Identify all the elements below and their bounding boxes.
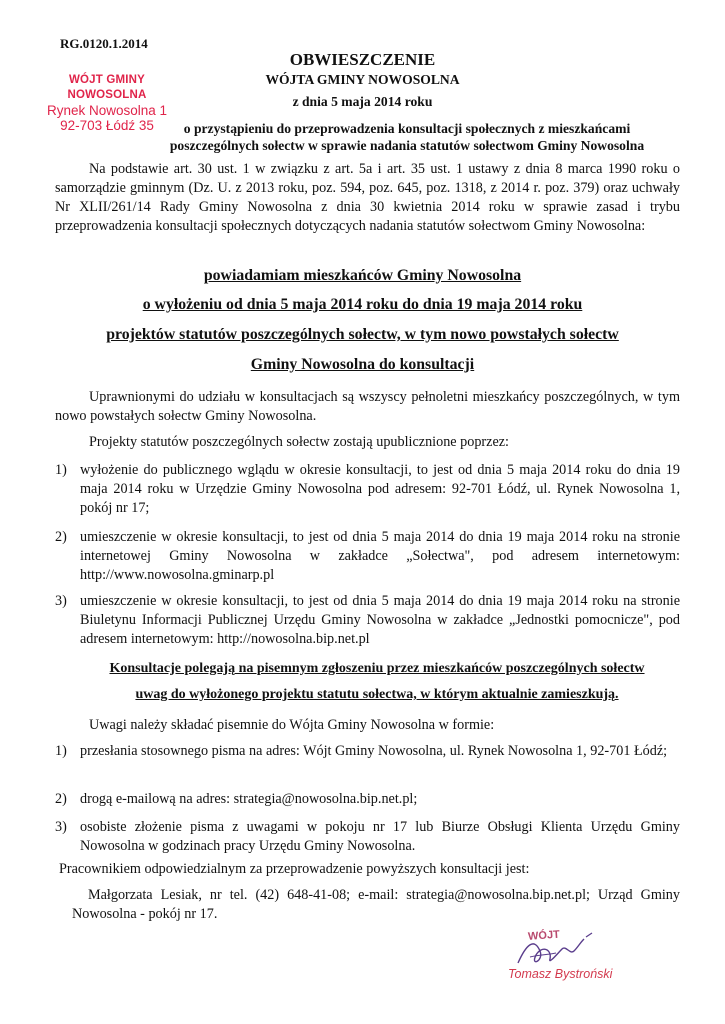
- document-title: OBWIESZCZENIE: [289, 50, 436, 69]
- document-reference-number: RG.0120.1.2014: [60, 36, 148, 51]
- publication-intro: Projekty statutów poszczególnych sołectw zostają upublicznione poprzez:: [89, 434, 509, 450]
- stamp-line-2: Rynek Nowosolna 1: [46, 103, 168, 118]
- announcement-line-1: powiadamiam mieszkańców Gminy Nowosolna: [203, 267, 522, 284]
- list-number: 2): [55, 791, 67, 807]
- eligibility-paragraph: Uprawnionymi do udziału w konsultacjach są wszyscy pełnoletni mieszkańcy poszczególnych, w tym nowo powstałych sołectw Gminy Nowosolna.: [55, 389, 680, 424]
- remarks-item-1: [55, 742, 680, 761]
- responsible-person: Małgorzata Lesiak, nr tel. (42) 648-41-08; e-mail: strategia@nowosolna.bip.net.pl; Urząd Gminy Nowosolna - pokój nr 17.: [72, 887, 680, 922]
- list-item-text: umieszczenie w okresie konsultacji, to jest od dnia 5 maja 2014 do dnia 19 maja 2014 roku na stronie Biuletynu Informacji Publicznej Urzędu Gminy Nowosolna w zakładce „Jednostki pomocnicze", pod adresem internetowym: http://nowosolna.bip.net.pl: [80, 593, 680, 647]
- consultation-method-line-1: Konsultacje polegają na pisemnym zgłoszeniu przez mieszkańców poszczególnych sołectw: [109, 661, 645, 676]
- document-date: z dnia 5 maja 2014 roku: [292, 94, 433, 109]
- subject-line-1: o przystąpieniu do przeprowadzenia konsultacji społecznych z mieszkańcami: [183, 121, 631, 136]
- list-item-text: osobiste złożenie pisma z uwagami w pokoju nr 17 lub Biurze Obsługi Klienta Urzędu Gminy Nowosolna w godzinach pracy Urzędu Gminy Nowosolna.: [80, 819, 680, 854]
- list-number: 3): [55, 593, 67, 609]
- remarks-item-2: [55, 790, 680, 809]
- announcement-line-2: o wyłożeniu od dnia 5 maja 2014 roku do dnia 19 maja 2014 roku: [142, 296, 583, 313]
- remarks-intro: Uwagi należy składać pisemnie do Wójta Gminy Nowosolna w formie:: [89, 717, 495, 733]
- remarks-item-3: [55, 818, 680, 856]
- list-item-text: umieszczenie w okresie konsultacji, to jest od dnia 5 maja 2014 do dnia 19 maja 2014 roku na stronie internetowej Gminy Nowosolna w zakładce „Sołectwa", pod adresem internetowym: http://www.nowosolna.gminarp.pl: [80, 529, 680, 583]
- list-number: 2): [55, 529, 67, 545]
- publication-item-3: [55, 592, 680, 649]
- list-item-text: przesłania stosownego pisma na adres: Wójt Gminy Nowosolna, ul. Rynek Nowosolna 1, 92-701 Łódź;: [80, 743, 668, 759]
- stamp-line-3: 92-703 Łódź 35: [60, 118, 154, 133]
- announcement-line-3: projektów statutów poszczególnych sołectw, w tym nowo powstałych sołectw: [106, 326, 619, 343]
- publication-item-2: [55, 528, 680, 585]
- list-item-text: wyłożenie do publicznego wglądu w okresie konsultacji, to jest od dnia 5 maja 2014 roku do dnia 19 maja 2014 roku w Urzędzie Gminy Nowosolna pod adresem: 92-701 Łódź, ul. Rynek Nowosolna 1, pokój nr 17;: [80, 462, 680, 516]
- list-item-text: drogą e-mailową na adres: strategia@nowosolna.bip.net.pl;: [80, 791, 418, 807]
- list-number: 1): [55, 462, 67, 478]
- subject-line-2: poszczególnych sołectw w sprawie nadania statutów sołectwom Gminy Nowosolna: [169, 138, 645, 153]
- publication-item-1: [55, 461, 680, 518]
- signature-block: [500, 925, 620, 985]
- svg-text:WÓJT: WÓJT: [527, 928, 561, 943]
- announcement-line-4: Gminy Nowosolna do konsultacji: [250, 356, 475, 373]
- signatory-name: Tomasz Bystroński: [508, 967, 613, 981]
- issuing-authority: WÓJTA GMINY NOWOSOLNA: [265, 72, 460, 87]
- responsible-intro: Pracownikiem odpowiedzialnym za przeprowadzenie powyższych konsultacji jest:: [59, 861, 530, 877]
- consultation-method-line-2: uwag do wyłożonego projektu statutu sołectwa, w którym aktualnie zamieszkują.: [135, 687, 619, 702]
- list-number: 1): [55, 743, 67, 759]
- legal-basis-paragraph: Na podstawie art. 30 ust. 1 w związku z art. 5a i art. 35 ust. 1 ustawy z dnia 8 marca 1990 roku o samorządzie gminnym (Dz. U. z 2013 roku, poz. 594, poz. 645, poz. 1318, z 2014 r. poz. 379) oraz uchwały Nr XLII/261/14 Rady Gminy Nowosolna z dnia 30 kwietnia 2014 roku w sprawie zasad i trybu przeprowadzenia konsultacji społecznych dotyczących nadania statutów sołectwom Gminy Nowosolna:: [55, 161, 680, 234]
- list-number: 3): [55, 819, 67, 835]
- stamp-line-1: WÓJT GMINY NOWOSOLNA: [67, 74, 147, 101]
